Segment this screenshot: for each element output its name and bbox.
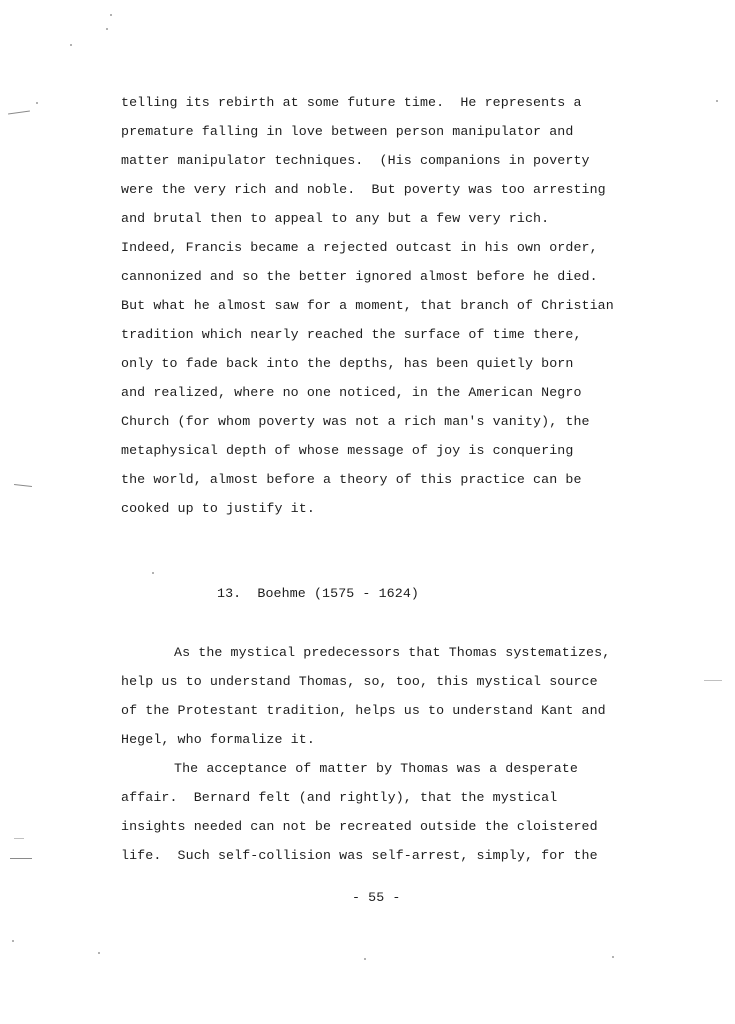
speck	[12, 940, 14, 942]
text-line: metaphysical depth of whose message of joy is conquering	[121, 443, 574, 458]
text-line: were the very rich and noble. But poverty was too arresting	[121, 182, 606, 197]
speck	[70, 44, 72, 46]
speck	[364, 958, 366, 960]
margin-mark	[704, 680, 722, 681]
speck	[110, 14, 112, 16]
text-line: premature falling in love between person manipulator and	[121, 124, 574, 139]
text-line: As the mystical predecessors that Thomas systematizes,	[174, 645, 611, 660]
text-line: Hegel, who formalize it.	[121, 732, 315, 747]
speck	[612, 956, 614, 958]
text-line: life. Such self-collision was self-arrest, simply, for the	[121, 848, 598, 863]
text-line: tradition which nearly reached the surface of time there,	[121, 327, 582, 342]
text-line: Indeed, Francis became a rejected outcast in his own order,	[121, 240, 598, 255]
page-number: - 55 -	[352, 890, 401, 905]
margin-mark	[8, 110, 30, 114]
text-line: of the Protestant tradition, helps us to understand Kant and	[121, 703, 606, 718]
margin-mark	[14, 838, 24, 839]
text-line: affair. Bernard felt (and rightly), that the mystical	[121, 790, 558, 805]
speck	[106, 28, 108, 30]
speck	[716, 100, 718, 102]
text-line: insights needed can not be recreated outside the cloistered	[121, 819, 598, 834]
text-line: only to fade back into the depths, has been quietly born	[121, 356, 574, 371]
text-line: matter manipulator techniques. (His companions in poverty	[121, 153, 590, 168]
speck	[98, 952, 100, 954]
text-line: telling its rebirth at some future time. He represents a	[121, 95, 582, 110]
text-line: The acceptance of matter by Thomas was a desperate	[174, 761, 578, 776]
text-line: help us to understand Thomas, so, too, this mystical source	[121, 674, 598, 689]
text-line: and brutal then to appeal to any but a few very rich.	[121, 211, 550, 226]
text-line: Church (for whom poverty was not a rich man's vanity), the	[121, 414, 590, 429]
text-line: and realized, where no one noticed, in the American Negro	[121, 385, 582, 400]
text-line: cooked up to justify it.	[121, 501, 315, 516]
speck	[36, 102, 38, 104]
section-heading: 13. Boehme (1575 - 1624)	[217, 586, 419, 601]
text-line: But what he almost saw for a moment, that branch of Christian	[121, 298, 614, 313]
speck	[152, 572, 154, 574]
text-line: the world, almost before a theory of this practice can be	[121, 472, 582, 487]
margin-mark	[14, 484, 32, 487]
text-line: cannonized and so the better ignored almost before he died.	[121, 269, 598, 284]
margin-mark	[10, 858, 32, 859]
